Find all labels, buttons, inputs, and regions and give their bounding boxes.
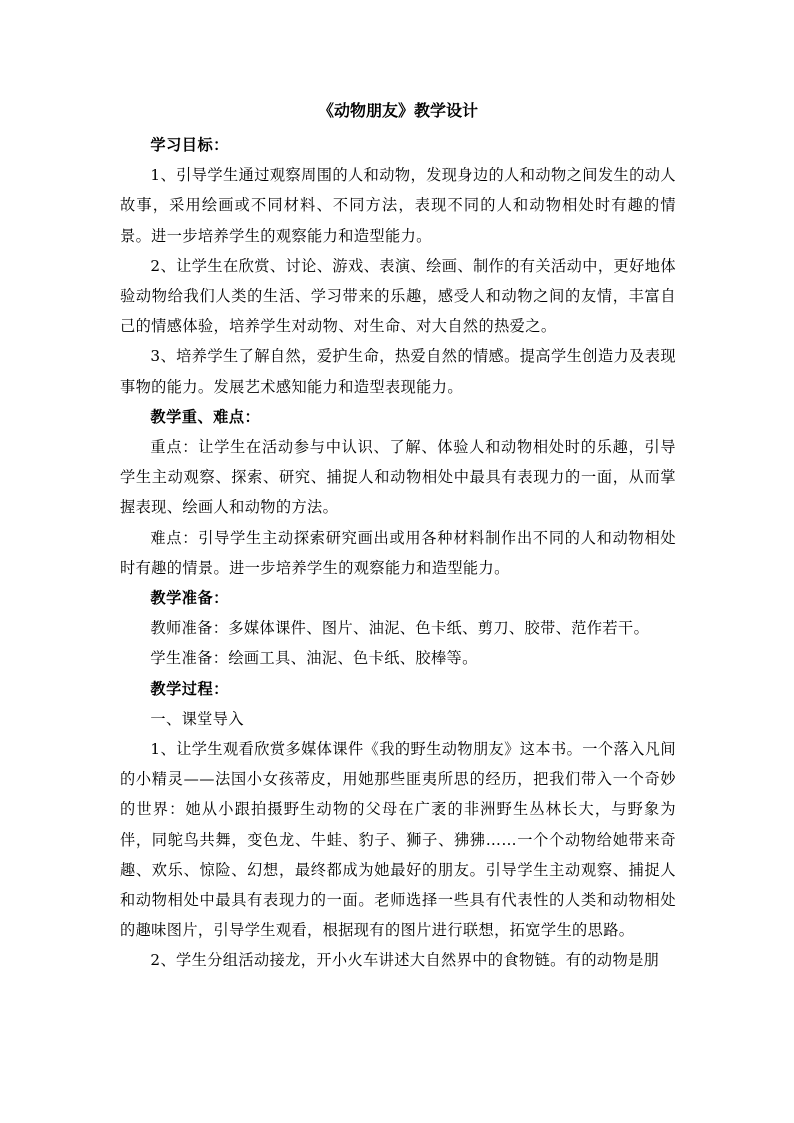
process-step-title: 一、课堂导入 — [150, 709, 244, 728]
objective-item-2: 2、让学生在欣赏、讨论、游戏、表演、绘画、制作的有关活动中，更好地体验动物给我们人类的生活、学习带来的乐趣，感受人和动物之间的友情，丰富自己的情感体验，培养学生对动物、对生命、对大自然的热爱之。 — [120, 256, 676, 336]
process-paragraph-1: 1、让学生观看欣赏多媒体课件《我的野生动物朋友》这本书。一个落入凡间的小精灵——法国小女孩蒂皮，用她那些匪夷所思的经历，把我们带入一个奇妙的世界：她从小跟拍摄野生动物的父母在广袤的非洲野生丛林长大，与野象为伴，同鸵鸟共舞，变色龙、牛蛙、豹子、狮子、狒狒……一个个动物给她带来奇趣、欢乐、惊险、幻想，最终都成为她最好的朋友。引导学生主动观察、捕捉人和动物相处中最具有表现力的一面。老师选择一些具有代表性的人类和动物相处的趣味图片，引导学生观看，根据现有的图片进行联想，拓宽学生的思路。 — [120, 740, 676, 940]
key-points-heading: 教学重、难点： — [150, 407, 261, 426]
teacher-preparation: 教师准备：多媒体课件、图片、油泥、色卡纸、剪刀、胶带、范作若干。 — [150, 619, 650, 638]
document-title: 《动物朋友》教学设计 — [317, 101, 478, 120]
student-preparation: 学生准备：绘画工具、油泥、色卡纸、胶棒等。 — [150, 649, 478, 668]
key-point-difficulty: 难点：引导学生主动探索研究画出或用各种材料制作出不同的人和动物相处时有趣的情景。进一步培养学生的观察能力和造型能力。 — [120, 528, 676, 577]
objective-item-1: 1、引导学生通过观察周围的人和动物，发现身边的人和动物之间发生的动人故事，采用绘画或不同材料、不同方法，表现不同的人和动物相处时有趣的情景。进一步培养学生的观察能力和造型能力。 — [120, 166, 676, 245]
document-page — [120, 92, 676, 976]
key-point-focus: 重点：让学生在活动参与中认识、了解、体验人和动物相处时的乐趣，引导学生主动观察、探索、研究、捕捉人和动物相处中最具有表现力的一面，从而掌握表现、绘画人和动物的方法。 — [120, 438, 676, 517]
process-paragraph-2: 2、学生分组活动接龙，开小火车讲述大自然界中的食物链。有的动物是朋 — [150, 951, 660, 970]
process-heading: 教学过程： — [150, 679, 229, 698]
preparation-heading: 教学准备： — [150, 589, 229, 608]
objectives-heading: 学习目标： — [150, 136, 229, 154]
objective-item-3: 3、培养学生了解自然，爱护生命，热爱自然的情感。提高学生创造力及表现事物的能力。发展艺术感知能力和造型表现能力。 — [120, 347, 676, 396]
